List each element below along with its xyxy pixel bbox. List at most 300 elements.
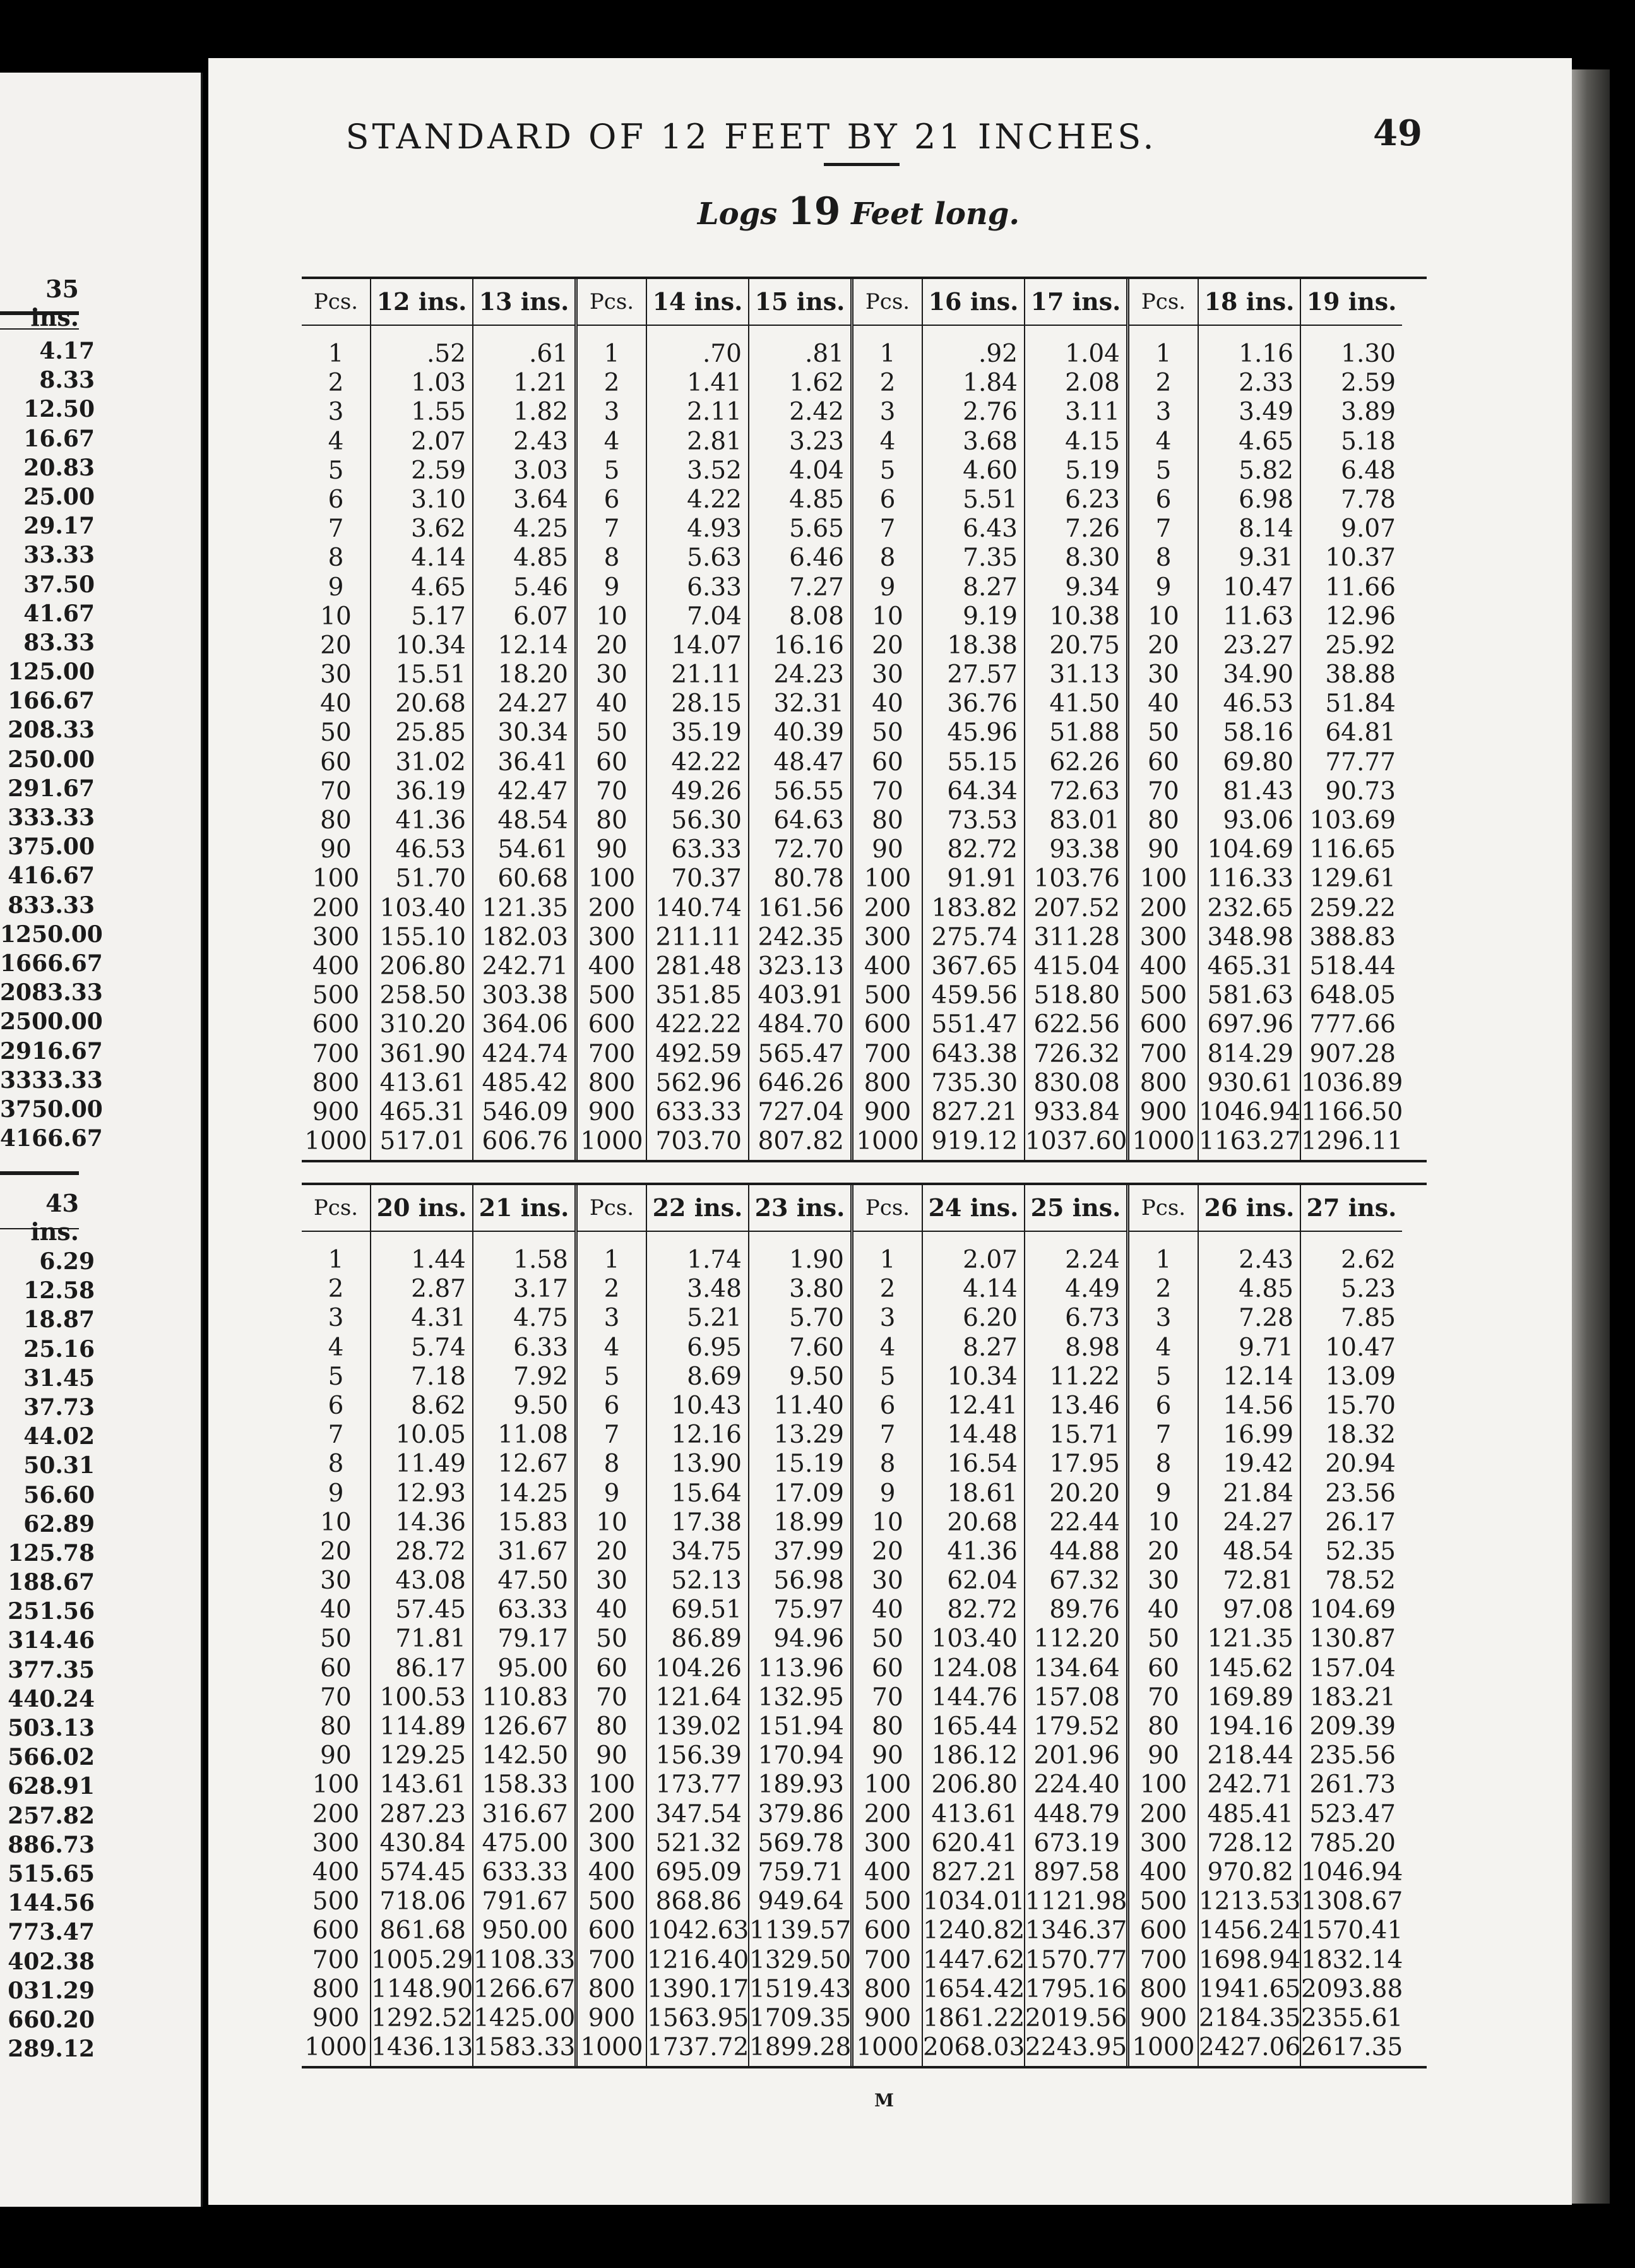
board-feet-cell: 23.27 (1223, 631, 1293, 660)
board-feet-cell: 63.33 (671, 835, 742, 864)
board-feet-cell: 413.61 (931, 1799, 1018, 1829)
board-feet-cell: 142.50 (482, 1741, 568, 1770)
board-feet-cell: 3.48 (687, 1275, 742, 1304)
pieces-cell: 1000 (1132, 1127, 1195, 1156)
pieces-cell: 7 (1155, 515, 1172, 544)
board-feet-cell: 484.70 (758, 1010, 844, 1039)
board-feet-cell: 581.63 (1207, 981, 1293, 1010)
board-feet-cell: 56.30 (671, 806, 742, 835)
board-feet-cell: 648.05 (1309, 981, 1396, 1010)
board-feet-cell: 2.43 (513, 427, 568, 456)
pieces-cell: 6 (328, 1391, 344, 1420)
board-feet-cell: 34.75 (671, 1537, 742, 1566)
board-feet-cell: 69.51 (671, 1596, 742, 1625)
pieces-cell: 40 (872, 1596, 903, 1625)
board-feet-cell: 63.33 (497, 1596, 568, 1625)
board-feet-cell: 41.36 (947, 1537, 1018, 1566)
board-feet-cell: 3.52 (687, 456, 742, 485)
width-column (1198, 279, 1300, 1160)
board-feet-cell: 15.83 (497, 1508, 568, 1537)
pieces-cell: 80 (1148, 1712, 1179, 1741)
board-feet-cell: 44.88 (1049, 1537, 1120, 1566)
board-feet-cell: 17.09 (773, 1479, 844, 1508)
board-feet-cell: 97.08 (1223, 1596, 1293, 1625)
pieces-cell: 20 (872, 1537, 903, 1566)
board-feet-cell: 521.32 (655, 1829, 742, 1858)
pieces-cell: 60 (872, 1654, 903, 1683)
pieces-cell: 900 (588, 2003, 636, 2032)
pieces-cell: 10 (1148, 1508, 1179, 1537)
board-feet-cell: 72.81 (1223, 1567, 1293, 1596)
board-feet-cell: 165.44 (931, 1712, 1018, 1741)
board-feet-cell: 475.00 (482, 1829, 568, 1858)
page-number: 49 (1373, 112, 1422, 154)
pieces-cell: 4 (879, 1333, 896, 1362)
pieces-cell: 30 (872, 660, 903, 689)
pieces-cell: 800 (1139, 1974, 1187, 2003)
pieces-cell: 600 (1139, 1010, 1187, 1039)
pieces-cell: 800 (864, 1974, 912, 2003)
pieces-cell: 4 (1155, 427, 1172, 456)
pieces-cell: 40 (596, 1596, 627, 1625)
board-feet-cell: 6.33 (513, 1333, 568, 1362)
board-feet-cell: 242.71 (1207, 1770, 1293, 1799)
board-feet-cell: 70.37 (671, 864, 742, 893)
pieces-header: Pcs. (302, 1185, 370, 1232)
pieces-cell: 50 (872, 719, 903, 748)
pieces-cell: 500 (1139, 1887, 1187, 1916)
pieces-cell: 1 (1155, 1246, 1172, 1274)
board-feet-cell: 83.01 (1049, 806, 1120, 835)
board-feet-cell: 24.27 (497, 689, 568, 719)
board-feet-cell: 64.63 (773, 806, 844, 835)
pieces-cell: 5 (879, 1362, 896, 1391)
pieces-cell: 7 (603, 1421, 620, 1450)
pieces-cell: 30 (596, 1567, 627, 1596)
page-subtitle (682, 189, 1035, 234)
pieces-cell: 900 (864, 1097, 912, 1126)
pieces-cell: 8 (1155, 544, 1172, 573)
board-feet-cell: 36.19 (395, 777, 466, 806)
pieces-header: Pcs. (302, 279, 370, 326)
pieces-cell: 200 (312, 893, 360, 922)
left-page-value: 2083.33 (0, 979, 103, 1006)
board-feet-cell: 1861.22 (923, 2003, 1025, 2032)
pieces-cell: 2 (603, 1275, 620, 1304)
board-feet-cell: 8.98 (1065, 1333, 1120, 1362)
table-block (853, 1185, 1129, 2066)
left-page-value: 62.89 (23, 1510, 95, 1537)
width-header: 26 ins. (1199, 1185, 1300, 1232)
left-page-value: 208.33 (8, 717, 95, 744)
pieces-cell: 500 (1139, 981, 1187, 1010)
board-feet-cell: 79.17 (497, 1625, 568, 1654)
pieces-cell: 90 (1148, 835, 1179, 864)
pieces-cell: 300 (588, 1829, 636, 1858)
board-feet-cell: 703.70 (655, 1127, 742, 1156)
board-feet-cell: 1.04 (1065, 340, 1120, 368)
board-feet-cell: 3.89 (1341, 398, 1396, 427)
board-feet-cell: 413.61 (379, 1068, 466, 1097)
pieces-cell: 6 (603, 1391, 620, 1420)
board-feet-cell: 1.16 (1239, 340, 1293, 368)
book-page-edges (1572, 69, 1610, 2204)
board-feet-cell: 718.06 (379, 1887, 466, 1916)
left-page-value: 83.33 (23, 629, 95, 656)
board-feet-cell: 1447.62 (923, 1945, 1025, 1974)
board-feet-cell: 11.22 (1049, 1362, 1120, 1391)
board-feet-cell: 403.91 (758, 981, 844, 1010)
left-page-value: 125.78 (8, 1539, 95, 1567)
board-feet-cell: 55.15 (947, 748, 1018, 777)
board-feet-cell: 51.88 (1049, 719, 1120, 748)
pieces-cell: 500 (864, 981, 912, 1010)
pieces-cell: 5 (1155, 1362, 1172, 1391)
board-feet-cell: 26.17 (1325, 1508, 1396, 1537)
pieces-cell: 20 (1148, 631, 1179, 660)
pieces-cell: 70 (1148, 777, 1179, 806)
pieces-cell: 700 (1139, 1945, 1187, 1974)
left-page-value: 188.67 (8, 1569, 95, 1596)
pieces-cell: 6 (879, 1391, 896, 1420)
board-feet-cell: 144.76 (931, 1683, 1018, 1712)
left-page-value: 1666.67 (0, 950, 103, 977)
board-feet-cell: 35.19 (671, 719, 742, 748)
pieces-cell: 900 (588, 1097, 636, 1126)
width-column (748, 279, 850, 1160)
board-feet-cell: 950.00 (482, 1916, 568, 1945)
pieces-cell: 7 (328, 1421, 344, 1450)
pieces-cell: 7 (1155, 1421, 1172, 1450)
board-feet-cell: 121.64 (655, 1683, 742, 1712)
left-top-header-rule (0, 311, 79, 315)
upper-table-bottom-rule (302, 1160, 1427, 1162)
board-feet-cell: 20.68 (395, 689, 466, 719)
board-feet-cell: 19.42 (1223, 1450, 1293, 1479)
board-feet-cell: 1034.01 (923, 1887, 1025, 1916)
table-block (1129, 1185, 1402, 2066)
board-feet-cell: 3.68 (963, 427, 1018, 456)
pieces-cell: 400 (864, 952, 912, 981)
board-feet-cell: 80.78 (773, 864, 844, 893)
board-feet-cell: 8.69 (687, 1362, 742, 1391)
board-feet-cell: 485.42 (482, 1068, 568, 1097)
pieces-cell: 1 (1155, 340, 1172, 368)
pieces-cell: 900 (312, 1097, 360, 1126)
pieces-cell: 6 (1155, 1391, 1172, 1420)
pieces-cell: 70 (320, 1683, 352, 1712)
pieces-cell: 600 (864, 1916, 912, 1945)
board-feet-cell: 6.73 (1065, 1304, 1120, 1333)
board-feet-cell: 2.07 (963, 1246, 1018, 1274)
pieces-cell: 5 (328, 456, 344, 485)
width-header: 27 ins. (1301, 1185, 1402, 1232)
left-page-value: 16.67 (23, 425, 95, 452)
board-feet-cell: 1654.42 (923, 1974, 1025, 2003)
pieces-cell: 60 (596, 748, 627, 777)
board-feet-cell: 1108.33 (473, 1945, 576, 1974)
board-feet-cell: 785.20 (1309, 1829, 1396, 1858)
left-page-value: 377.35 (8, 1656, 95, 1683)
board-feet-cell: 6.48 (1341, 456, 1396, 485)
board-feet-cell: 281.48 (655, 952, 742, 981)
board-feet-cell: 32.31 (773, 689, 844, 719)
board-feet-cell: 1240.82 (923, 1916, 1025, 1945)
left-page-value: 773.47 (8, 1919, 95, 1946)
pieces-cell: 60 (596, 1654, 627, 1683)
board-feet-cell: 4.60 (963, 456, 1018, 485)
board-feet-cell: 242.35 (758, 922, 844, 952)
left-page-value: 1250.00 (0, 921, 103, 948)
board-feet-cell: 7.18 (411, 1362, 466, 1391)
pieces-cell: 1000 (856, 1127, 919, 1156)
board-feet-cell: 303.38 (482, 981, 568, 1010)
pieces-cell: 700 (312, 1945, 360, 1974)
board-feet-cell: 643.38 (931, 1039, 1018, 1068)
board-feet-cell: 2355.61 (1301, 2003, 1403, 2032)
pieces-cell: 400 (588, 1858, 636, 1887)
pieces-cell: 3 (328, 1304, 344, 1333)
left-page-value: 37.73 (23, 1394, 95, 1421)
pieces-cell: 1 (328, 1246, 344, 1274)
board-feet-cell: 4.65 (1239, 427, 1293, 456)
board-feet-cell: 523.47 (1309, 1799, 1396, 1829)
board-feet-cell: 970.82 (1207, 1858, 1293, 1887)
pieces-header: Pcs. (578, 279, 646, 326)
board-feet-cell: 1941.65 (1199, 1974, 1301, 2003)
pieces-cell: 20 (1148, 1537, 1179, 1566)
pieces-cell: 400 (588, 952, 636, 981)
pieces-column (853, 279, 922, 1160)
left-page-value: 166.67 (8, 688, 95, 715)
board-feet-cell: 275.74 (931, 922, 1018, 952)
pieces-cell: 100 (1139, 864, 1187, 893)
pieces-header: Pcs. (853, 1185, 922, 1232)
board-feet-cell: 1.03 (411, 369, 466, 398)
pieces-cell: 80 (872, 806, 903, 835)
pieces-cell: 9 (879, 573, 896, 602)
pieces-cell: 10 (1148, 602, 1179, 631)
pieces-cell: 4 (603, 427, 620, 456)
pieces-cell: 800 (312, 1974, 360, 2003)
board-feet-cell: 189.93 (758, 1770, 844, 1799)
board-feet-cell: 3.64 (513, 485, 568, 514)
pieces-cell: 200 (312, 1799, 360, 1829)
pieces-cell: 1 (603, 1246, 620, 1274)
board-feet-cell: 12.93 (395, 1479, 466, 1508)
board-feet-cell: 48.54 (1223, 1537, 1293, 1566)
left-page-value: 886.73 (8, 1831, 95, 1858)
board-feet-cell: 1036.89 (1301, 1068, 1403, 1097)
board-feet-cell: 1216.40 (647, 1945, 749, 1974)
width-column (1024, 1185, 1126, 2066)
board-feet-cell: 13.46 (1049, 1391, 1120, 1420)
board-feet-cell: 51.84 (1325, 689, 1396, 719)
board-feet-cell: 1346.37 (1025, 1916, 1127, 1945)
board-feet-cell: 1.58 (513, 1246, 568, 1274)
pieces-cell: 4 (1155, 1333, 1172, 1362)
board-feet-cell: 52.35 (1325, 1537, 1396, 1566)
pieces-cell: 50 (596, 719, 627, 748)
board-feet-cell: 1456.24 (1199, 1916, 1301, 1945)
board-feet-cell: 695.09 (655, 1858, 742, 1887)
board-feet-cell: 422.22 (655, 1010, 742, 1039)
board-feet-cell: 94.96 (773, 1625, 844, 1654)
pieces-cell: 400 (312, 952, 360, 981)
board-feet-cell: 232.65 (1207, 893, 1293, 922)
pieces-cell: 90 (872, 835, 903, 864)
board-feet-cell: 155.10 (379, 922, 466, 952)
pieces-cell: 1000 (580, 2033, 643, 2062)
board-feet-cell: 6.33 (687, 573, 742, 602)
board-feet-cell: 78.52 (1325, 1567, 1396, 1596)
pieces-header: Pcs. (578, 1185, 646, 1232)
pieces-cell: 7 (879, 1421, 896, 1450)
pieces-cell: 60 (320, 748, 352, 777)
board-feet-cell: 2617.35 (1301, 2033, 1403, 2062)
width-header: 17 ins. (1025, 279, 1126, 326)
board-feet-cell: 52.13 (671, 1567, 742, 1596)
board-feet-cell: 64.34 (947, 777, 1018, 806)
board-feet-cell: 10.37 (1325, 544, 1396, 573)
pieces-cell: 20 (596, 1537, 627, 1566)
left-page-value: 440.24 (8, 1685, 95, 1712)
board-feet-cell: 4.14 (411, 544, 466, 573)
board-feet-cell: 465.31 (379, 1097, 466, 1126)
pieces-cell: 70 (872, 777, 903, 806)
pieces-cell: 900 (312, 2003, 360, 2032)
pieces-cell: 8 (603, 544, 620, 573)
pieces-cell: 20 (596, 631, 627, 660)
board-feet-cell: 42.47 (497, 777, 568, 806)
board-feet-cell: 206.80 (931, 1770, 1018, 1799)
pieces-cell: 100 (864, 1770, 912, 1799)
pieces-cell: 2 (328, 1275, 344, 1304)
board-feet-cell: 9.71 (1239, 1333, 1293, 1362)
width-header: 13 ins. (473, 279, 574, 326)
board-feet-cell: 6.23 (1065, 485, 1120, 514)
pieces-cell: 2 (879, 1275, 896, 1304)
pieces-cell: 10 (872, 602, 903, 631)
board-feet-cell: 1139.57 (749, 1916, 852, 1945)
pieces-cell: 40 (1148, 689, 1179, 719)
board-feet-cell: 183.82 (931, 893, 1018, 922)
board-feet-cell: 697.96 (1207, 1010, 1293, 1039)
board-feet-cell: 7.92 (513, 1362, 568, 1391)
lower-table-bottom-rule (302, 2066, 1427, 2068)
board-feet-cell: 2184.35 (1199, 2003, 1301, 2032)
pieces-cell: 10 (596, 602, 627, 631)
board-feet-cell: 143.61 (379, 1770, 466, 1799)
board-feet-cell: 7.28 (1239, 1304, 1293, 1333)
pieces-cell: 3 (879, 398, 896, 427)
pieces-cell: 30 (320, 1567, 352, 1596)
board-feet-cell: 562.96 (655, 1068, 742, 1097)
board-feet-cell: 62.26 (1049, 748, 1120, 777)
board-feet-cell: 157.08 (1033, 1683, 1120, 1712)
left-mid-rule (0, 1171, 79, 1175)
board-feet-cell: 259.22 (1309, 893, 1396, 922)
pieces-cell: 500 (864, 1887, 912, 1916)
board-feet-cell: 907.28 (1309, 1039, 1396, 1068)
board-feet-cell: 930.61 (1207, 1068, 1293, 1097)
board-feet-cell: 38.88 (1325, 660, 1396, 689)
pieces-cell: 20 (872, 631, 903, 660)
board-feet-cell: 7.35 (963, 544, 1018, 573)
board-feet-cell: 173.77 (655, 1770, 742, 1799)
pieces-cell: 800 (588, 1974, 636, 2003)
board-feet-cell: 16.99 (1223, 1421, 1293, 1450)
pieces-cell: 9 (1155, 1479, 1172, 1508)
pieces-cell: 10 (872, 1508, 903, 1537)
left-page-value: 375.00 (8, 833, 95, 861)
board-feet-cell: 12.16 (671, 1421, 742, 1450)
pieces-cell: 7 (603, 515, 620, 544)
board-feet-cell: 17.38 (671, 1508, 742, 1537)
pieces-cell: 800 (864, 1068, 912, 1097)
board-feet-cell: 93.06 (1223, 806, 1293, 835)
pieces-cell: 400 (864, 1858, 912, 1887)
pieces-cell: 60 (872, 748, 903, 777)
board-feet-cell: 209.39 (1309, 1712, 1396, 1741)
board-feet-cell: 4.93 (687, 515, 742, 544)
board-feet-cell: 103.69 (1309, 806, 1396, 835)
pieces-cell: 800 (588, 1068, 636, 1097)
pieces-cell: 10 (320, 602, 352, 631)
pieces-cell: 9 (603, 1479, 620, 1508)
board-feet-cell: 104.26 (655, 1654, 742, 1683)
board-feet-cell: 1005.29 (371, 1945, 473, 1974)
board-feet-cell: 7.78 (1341, 485, 1396, 514)
board-feet-cell: 1.55 (411, 398, 466, 427)
board-feet-cell: 4.25 (513, 515, 568, 544)
board-feet-cell: 121.35 (1207, 1625, 1293, 1654)
board-feet-cell: 14.56 (1223, 1391, 1293, 1420)
board-feet-cell: 807.82 (758, 1127, 844, 1156)
subtitle-log-length: 19 (788, 189, 841, 234)
pieces-cell: 2 (1155, 1275, 1172, 1304)
board-feet-cell: 81.43 (1223, 777, 1293, 806)
board-feet-cell: 89.76 (1049, 1596, 1120, 1625)
pieces-cell: 700 (588, 1039, 636, 1068)
pieces-cell: 6 (328, 485, 344, 514)
board-feet-cell: 72.70 (773, 835, 844, 864)
pieces-cell: 1000 (304, 1127, 367, 1156)
pieces-cell: 70 (596, 1683, 627, 1712)
pieces-cell: 100 (312, 1770, 360, 1799)
board-feet-cell: 6.07 (513, 602, 568, 631)
board-feet-cell: 465.31 (1207, 952, 1293, 981)
board-feet-cell: 13.90 (671, 1450, 742, 1479)
board-feet-cell: 459.56 (931, 981, 1018, 1010)
board-feet-cell: 112.20 (1033, 1625, 1120, 1654)
pieces-cell: 700 (312, 1039, 360, 1068)
board-feet-cell: 22.44 (1049, 1508, 1120, 1537)
board-feet-cell: 673.19 (1033, 1829, 1120, 1858)
pieces-cell: 300 (1139, 922, 1187, 952)
left-page-value: 6.29 (39, 1248, 95, 1275)
pieces-cell: 50 (596, 1625, 627, 1654)
pieces-cell: 500 (588, 1887, 636, 1916)
pieces-cell: 8 (879, 1450, 896, 1479)
table-block (853, 279, 1129, 1160)
pieces-cell: 90 (1148, 1741, 1179, 1770)
board-feet-cell: 1519.43 (749, 1974, 852, 2003)
board-feet-cell: 16.16 (773, 631, 844, 660)
left-top-values (0, 337, 103, 1153)
left-page-value: 12.50 (23, 396, 95, 423)
board-feet-cell: 4.04 (789, 456, 844, 485)
